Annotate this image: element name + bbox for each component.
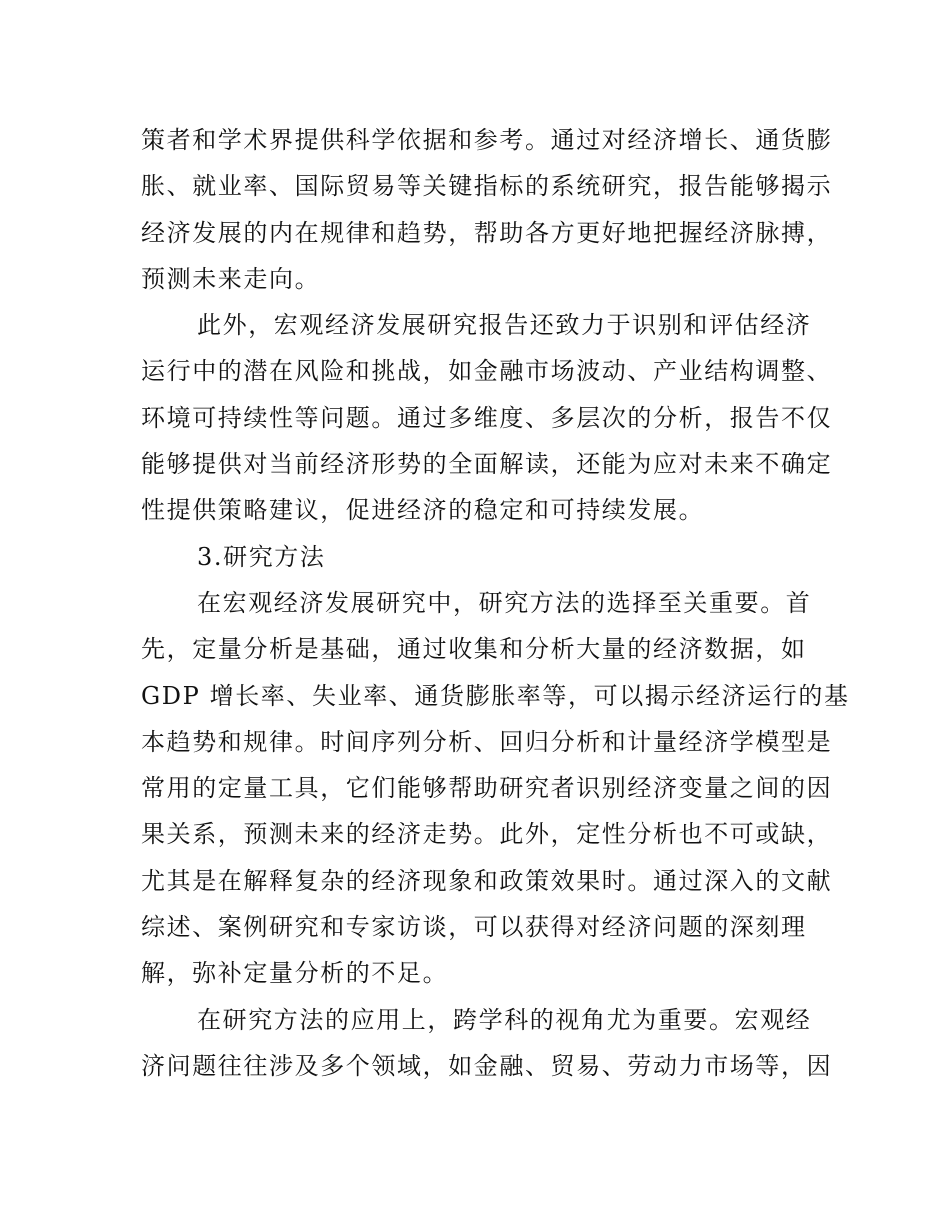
paragraph-line: 胀、就业率、国际贸易等关键指标的系统研究，报告能够揭示	[141, 172, 833, 201]
paragraph-line: 经济发展的内在规律和趋势，帮助各方更好地把握经济脉搏，	[141, 218, 833, 247]
paragraph-line: 在宏观经济发展研究中，研究方法的选择至关重要。首	[197, 588, 812, 617]
paragraph-line: 运行中的潜在风险和挑战，如金融市场波动、产业结构调整、	[141, 357, 833, 386]
paragraph-line: 预测未来走向。	[141, 264, 321, 293]
paragraph-line: 解，弥补定量分析的不足。	[141, 959, 449, 988]
paragraph-3	[141, 580, 850, 997]
paragraph-line: 策者和学术界提供科学依据和参考。通过对经济增长、通货膨	[141, 126, 833, 154]
paragraph-line: 果关系，预测未来的经济走势。此外，定性分析也不可或缺，	[141, 820, 833, 849]
section-heading: 3.研究方法	[197, 542, 326, 571]
paragraph-line: 本趋势和规律。时间序列分析、回归分析和计量经济学模型是	[141, 727, 833, 756]
body-text	[141, 117, 850, 1089]
paragraph-line: 此外，宏观经济发展研究报告还致力于识别和评估经济	[197, 311, 812, 340]
paragraph-line: 在研究方法的应用上，跨学科的视角尤为重要。宏观经	[197, 1005, 812, 1034]
paragraph-line: 常用的定量工具，它们能够帮助研究者识别经济变量之间的因	[141, 774, 833, 803]
paragraph-line: 能够提供对当前经济形势的全面解读，还能为应对未来不确定	[141, 450, 833, 479]
paragraph-line: 济问题往往涉及多个领域，如金融、贸易、劳动力市场等，因	[141, 1051, 833, 1080]
paragraph-line: 先，定量分析是基础，通过收集和分析大量的经济数据，如	[141, 635, 807, 664]
paragraph-line: 性提供策略建议，促进经济的稳定和可持续发展。	[141, 496, 705, 525]
paragraph-1	[141, 117, 833, 302]
paragraph-line: 环境可持续性等问题。通过多维度、多层次的分析，报告不仅	[141, 403, 833, 432]
paragraph-2	[141, 302, 833, 533]
paragraph-line: GDP 增长率、失业率、通货膨胀率等，可以揭示经济运行的基	[141, 681, 850, 710]
paragraph-4	[141, 997, 833, 1090]
paragraph-line: 尤其是在解释复杂的经济现象和政策效果时。通过深入的文献	[141, 866, 833, 895]
paragraph-line: 综述、案例研究和专家访谈，可以获得对经济问题的深刻理	[141, 913, 807, 942]
